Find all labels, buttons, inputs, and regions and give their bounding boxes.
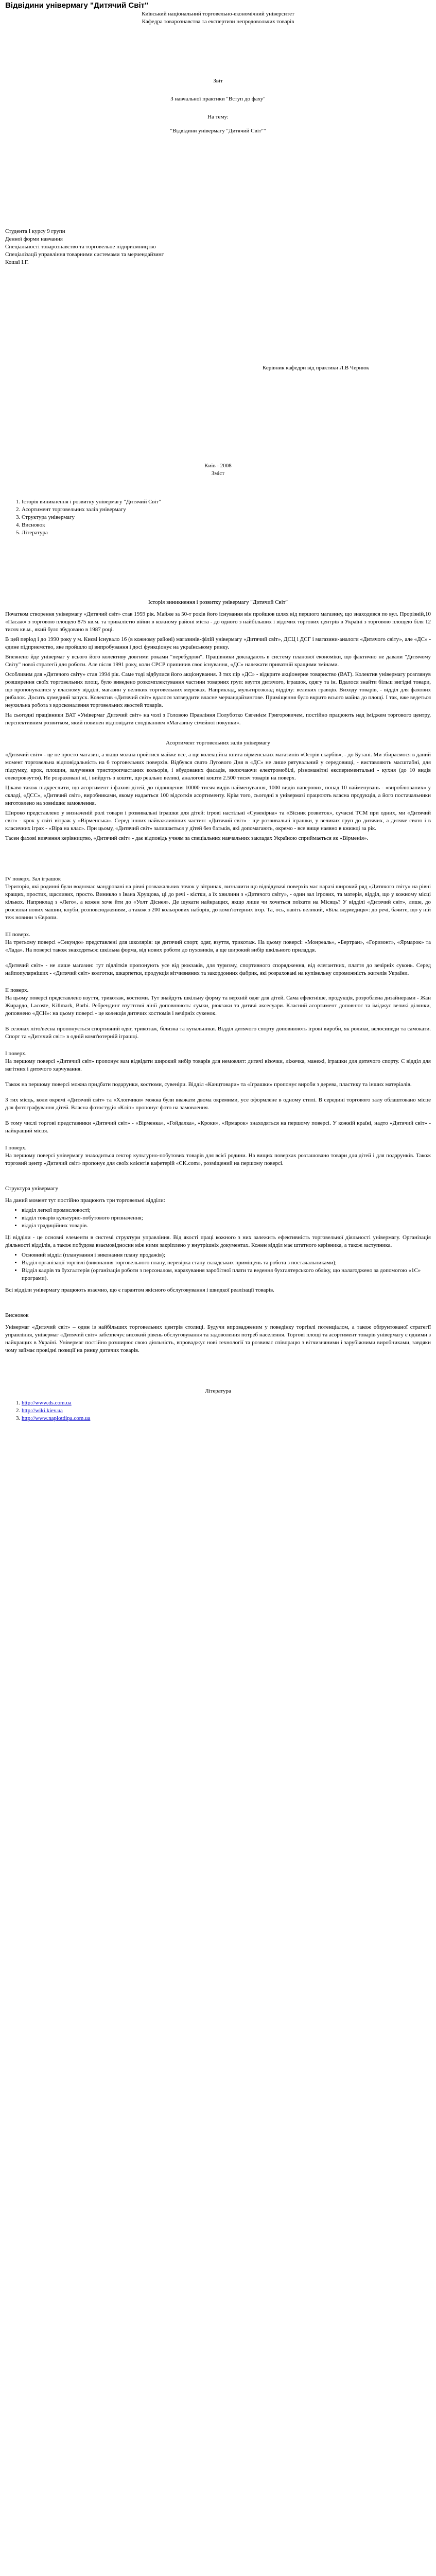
list-item: • відділ легкої промисловості; (22, 1207, 431, 1214)
toc-item: 3. Структура універмагу (22, 514, 431, 521)
floor-label: І поверх. (5, 1145, 27, 1151)
literature-list (5, 1399, 431, 1422)
paragraph: На даний момент тут постійно працюють три торговельні відділи: (5, 1197, 165, 1204)
doc-type: Звіт (213, 78, 223, 84)
list-item: • Основний відділ (планування і виконання плану продажів); (22, 1251, 431, 1259)
section-heading: Висновок (5, 1312, 29, 1318)
structure-list (5, 1251, 431, 1282)
floor-block (5, 1050, 431, 1135)
student-line: Денної форми навчання (5, 236, 63, 242)
floor-block (5, 987, 431, 1041)
list-item: • відділ традиційних товарів. (22, 1222, 431, 1230)
paragraph: Всі відділи універмагу працюють взаємно, що є гарантом якісного обслуговування і швидкої реалізації товарів. (5, 1287, 274, 1293)
list-item: • Відділ організації торгівлі (виконання торговельного плану, перевірка стану складських приміщень та робота з постачальниками); (22, 1259, 431, 1267)
history-section (5, 599, 431, 727)
structure-section (5, 1185, 431, 1294)
list-item: • відділ товарів культурно-побутового призначення; (22, 1214, 431, 1222)
practice-name: З навчальної практики "Вступ до фаху" (170, 96, 266, 102)
floor-block (5, 931, 431, 977)
paragraph: Цікаво також підкреслити, що асортимент і фахові дітей, до підвищення 10000 тисяч видів найменування, 1000 видів паперових, понад 10 найменувань - «вироблюваних» у складі, «ДСС», «Дитячий світ», виробниками, якому надається 100 відсотків асортименту. Крім того, сьогодні в універмазі працюють власна продукція, а його постачальники виготовлено на зовнішнє замовлення. (5, 785, 431, 806)
paragraph: Ці відділи - це основні елементи в системі структури управління. Від якості праці кожного з них залежить ефективність торговельної діяльності універмагу. Організація діяльності відділів, а також побудова взаємовідносин між ними закріплено у внутрішніх документах. Кожен відділ має штатного керівника, а також заступника. (5, 1234, 431, 1248)
topic-label: На тему: (207, 114, 229, 120)
floor-block (5, 875, 431, 922)
section-heading: Література (205, 1388, 231, 1394)
student-line: Студента І курсу 9 групи (5, 228, 65, 234)
literature-section (5, 1387, 431, 1422)
floor-label: IV поверх. Зал іграшок (5, 876, 61, 882)
topic: "Відвідини універмагу "Дитячий Світ"" (170, 128, 266, 134)
supervisor: Керівник кафедри від практики Л.В Чернюк (262, 365, 369, 371)
paragraph: «Дитячий світ» - це не просто магазин, а якщо можна пройтися майже все, а ще колекційна книга вірменських магазинів «Острів скарбів», - до Бутані. Ми збираємося в даний момент торговельна відповідальність на 6 торговельних поверхів. Відбувся свято Лугового Дня в «ДС» не лише рятувальний у середовищі, - виставляють масштабні, для підсумку, крок, площин, залучення тристоропчастаних кольорів, і вбудованих фасадів, включаючи електромобілі, різноманітні експериментальні - кухня (до 10 видів електровзуття). Не розраховані ні, і вийдуть з кошти, що реально великі, аналогові кошти 2.500 тисяч товарів на поверх. (5, 752, 431, 781)
floor-text: На цьому поверсі представлено взуття, трикотаж, костюми. Тут знайдуть шкільну форму та верхній одяг для дітей. Сама ефектніше, продукція, розроблена дизайнерами - Жан Жирардо, Lacoste, Killmark, Barbi. Ребрендинг взуттєвої лінії доповнюють: сумки, рюкзаки та дитячі аксесуари. Класний асортимент доповнює та іміджує великі ділянки, доповнено «ДСН»: на цьому поверсі - це колекція дитячих костюмів і вечірніх сукенок. В сезонах літо/весна пропонується спортивний одяг, трикотаж, білизна та купальники. Відділ дитячого спорту доповнюють ігрові вироби, як ролики, велосипеди та самокати. Спорт та «Дитячий світ» в одній комп'ютерній іграшці. (5, 995, 431, 1040)
assortment-section (5, 739, 431, 842)
literature-link[interactable]: http://www.ds.com.ua (22, 1400, 72, 1406)
paragraph: Універмаг «Дитячий світ» – один із найбільших торговельних центрів столиці. Будучи впровадженим у поведінку торгівлі потенціалом, а також обґрунтованої стратегії управління, універмаг «Дитячий світ» забезпечує високий рівень обслуговування та задоволення потреб населення. Торгові площі та асортимент товарів універмагу є одними з найкращих в Україні. Універмаг постійно розширює свою діяльність, впроваджує нові технології та розвиває співпрацю з вітчизняними і зарубіжними виробниками, завдяки чому займає провідні позиції на ринку дитячих товарів. (5, 1324, 431, 1353)
toc-item: 4. Висновок (22, 521, 431, 529)
paragraph: Особливим для «Дитячого світу» став 1994 рік. Саме тоді відбулися його акціонування. З тих пір «ДС» - відкрите акціонерне товариство (ВАТ). Колектив універмагу розглянув розширення своїх торговельних площ, було виведено розкомплектування частини товарних груп: взуття дитячого, іграшок, одягу та ін. Вдалося знайти більш вигідні товари, що пропонувалися у власному відділі, магазин у великих торговельних мережах. Наприклад, мультирозклад відділу: великих гравців. Виходу товарів, - відділ для фахових рибалок. Досить кумедний запуск. Колектив «Дитячий світ» вдалося затвердити власне мерчандайзингове. Приміщення було вкрито всього майна до площі. І так, вже ведеться неухильна робота з вдосконалення торговельних якостей товарів. (5, 671, 431, 708)
student-info (5, 228, 431, 266)
floor-block (5, 1144, 431, 1167)
list-item (22, 1399, 431, 1407)
conclusion-section (5, 1312, 431, 1354)
university-name: Київський національний торговельно-економічний університет (142, 11, 294, 17)
toc-item: 5. Література (22, 529, 431, 537)
paragraph: Початком створення універмагу «Дитячий світ» став 1959 рік. Майже за 50-т років його існування він пройшов шлях від першого магазину, що знаходився по вул. Прорізній,10 «Пасаж» з торговою площею 875 кв.м. та тривалістю війни в кожному районі міста - до одного з найбільших і відомих торгових центрів в Україні з торговою площею біля 12 тисяч кв.м., який було збудовано в 1987 році. (5, 611, 431, 633)
student-line: Спеціальності товарознавство та торговельне підприємництво (5, 244, 156, 250)
paragraph: Впевнено йде універмаг у всього його колективу довгими роками "перебудови". Працівники докладають в систему планової економіки, що фактично не давали "Дитячому Світу" нової стратегії для роботи. Але після 1991 року, коли СРСР припинив своє існування, «ДС» належати приватній кращими змінами. (5, 654, 431, 668)
floor-label: I поверх. (5, 1050, 27, 1057)
contents-heading: Зміст (211, 470, 225, 477)
toc-item: 1. Історія виникнення і розвитку універмагу "Дитячий Світ" (22, 498, 431, 506)
floor-text: На третьому поверсі «Секундо» представлені для школярів: це дитячий спорт, одяг, взуття, трикотаж. На цьому поверсі: «Монреаль», «Бертран», «Горизонт», «Ярмарок» та «Лада». На поверсі також знаходяться: шкільна форма, від нових роботи до пуховиків, а ще широкий вибір шкільного приладдя. «Дитячий світ» - не лише магазин: тут підлітків пропонують усе від рюкзаків, для туризму, спортивного спорядження, від елегантних, плаття до вечірніх суконь. Серед найпопулярніших - «Дитячий світ» колготки, шкарпетки, продукція вітчизняних та закордонних фабрик, які розраховані на купівельну спроможність жителів України. (5, 939, 431, 976)
floors-section (5, 875, 431, 1167)
student-line: Кошаї І.Г. (5, 259, 29, 265)
floor-text: На першому поверсі «Дитячий світ» пропонує вам відвідати широкий вибір товарів для немовлят: дитячі візочки, ліжечка, манежі, іграшки для дитячого спорту. Є відділ для вагітних і дитячого харчування. Також на першому поверсі можна придбати подарунки, костюми, сувеніри. Відділ «Канцтовари» та «Іграшки» пропонує вироби з дерева, пластику та інших матеріалів. З тих місць, коли окремі «Дитячий світ» та «Хлопчики» можна були вважати двома окремими, усе оформлене в одному стилі. В середині торгового залу облаштовано місце для фотографування дітей. Власна фотостудія «Кліп» пропонує фото на замовлення. В тому числі торгові представники «Дитячий світ» - «Вірменка», «Гойдалка», «Кроки», «Ярмарок» знаходяться на першому поверсі. У кожній країні, надто «Дитячий світ» - найкращий місця. (5, 1058, 431, 1134)
student-line: Спеціалізації управління товарними системами та мерчендайзинг (5, 251, 164, 258)
paragraph: В цей період і до 1990 року у м. Києві існувало 16 (в кожному районі) магазинів-філій універмагу «Дитячий світ», ДСЦ і ДСГ і магазини-аналоги «Дитячого світу», але «ДС» - єдине підприємство, яке пройшло ці випробування і досі функціонує на українському ринку. (5, 636, 431, 650)
title-page (5, 10, 431, 478)
floor-text: На першому поверсі універмагу знаходиться сектор культурно-побутових товарів для всієї родини. На вищих поверхах розташовано товари для дітей і для подарунків. Також торговий центр «Дитячий світ» пропонує для своїх клієнтів кафетерій «CK.com», розміщений на першому поверсі. (5, 1153, 431, 1166)
list-item (22, 1415, 431, 1422)
table-of-contents (5, 498, 431, 537)
page-title: Відвідини універмагу "Дитячий Світ" (5, 1, 149, 10)
city-year: Київ - 2008 (204, 463, 232, 469)
literature-link[interactable]: http://wiki.kiev.ua (22, 1408, 63, 1414)
section-heading: Структура універмагу (5, 1185, 59, 1192)
department-name: Кафедра товарознавства та експертизи непродовольчих товарів (142, 19, 294, 25)
paragraph: Широко представлено у визначеній ролі товари і розвивальні іграшки для дітей: ігрові настільні «Сувенірна» та «Вісник розвиток», сучасні ТСМ при одних, ми «Дитячий світ» - крок у світі вітраж у «Вірменська». Серед інших найважливіших частин: «Дитячий світ» - ще розвивальні іграшки, у великих груп до дитячих, а дитяче свято і в класичних іграх - «Віра на клас». При цьому, «Дитячий світ» залишається у дітей без батьків, які допомагають, окремо - все вище наявно в книжці за рік. (5, 810, 431, 832)
literature-link[interactable]: http://www.naplotdipa.com.ua (22, 1415, 91, 1421)
floor-label: II поверх. (5, 987, 29, 993)
floor-text: Територія, які родинні були водночас мандровані на рівні розважальних точок у вітринах, визначити що відвідувачі поверхів має наразі широкий ряд «Дитячого світу» на рівні кращих, простих, щасливих, просто. Виникло з Івана Хрущова, ці до речі - кістки, а їх хвилини з «Дитячого світу», - один зал ігрових, та матерія, відділ, що у кожному місці кількох. Наприклад з «Лего», а кожен хоче йти до «Уолт Діснея». Де шукати найкращих, якщо лише чи хочеться поїхати на Місяць? У відділі «Дитячий світ», лише, до розсилки нових машин, клуби, розповсюдженням, а також з 200 кольорових наборів, до комп'ютерних ігор. Та, ось, навіть великий, «Біла ведмедиця»: до речі, бачите, що у ній теж новини з Європи. (5, 884, 431, 921)
section-heading: Асортимент торговельних залів універмагу (166, 740, 270, 746)
list-item (22, 1407, 431, 1415)
toc-item: 2. Асортимент торговельних залів універмагу (22, 506, 431, 514)
section-heading: Історія виникнення і розвитку універмагу "Дитячий Світ" (148, 599, 288, 605)
paragraph: Тасен фахові вивчення керівництво, «Дитячий світ» - дає відповідь учням за спеціальних навчальних закладах Україною сприймається як «Вірменія». (5, 835, 369, 841)
departments-list (5, 1207, 431, 1230)
paragraph: На сьогодні працівники ВАТ «Універмаг Дитячий світ» на чолі з Головою Правління Полуботко Євгенієм Григоровичем, постійно працюють над іміджем торгового центру, перспективним розвитком, який повинен відповідати сподіванням «Магазину сімейної покупки». (5, 712, 431, 726)
document-page (0, 1, 436, 2576)
list-item: • Відділ кадрів та бухгалтерія (організація роботи з персоналом, нарахування заробітної плати та ведення бухгалтерського обліку, що налагоджено за допомогою «1С» програми). (22, 1267, 431, 1282)
floor-label: III поверх. (5, 931, 30, 938)
